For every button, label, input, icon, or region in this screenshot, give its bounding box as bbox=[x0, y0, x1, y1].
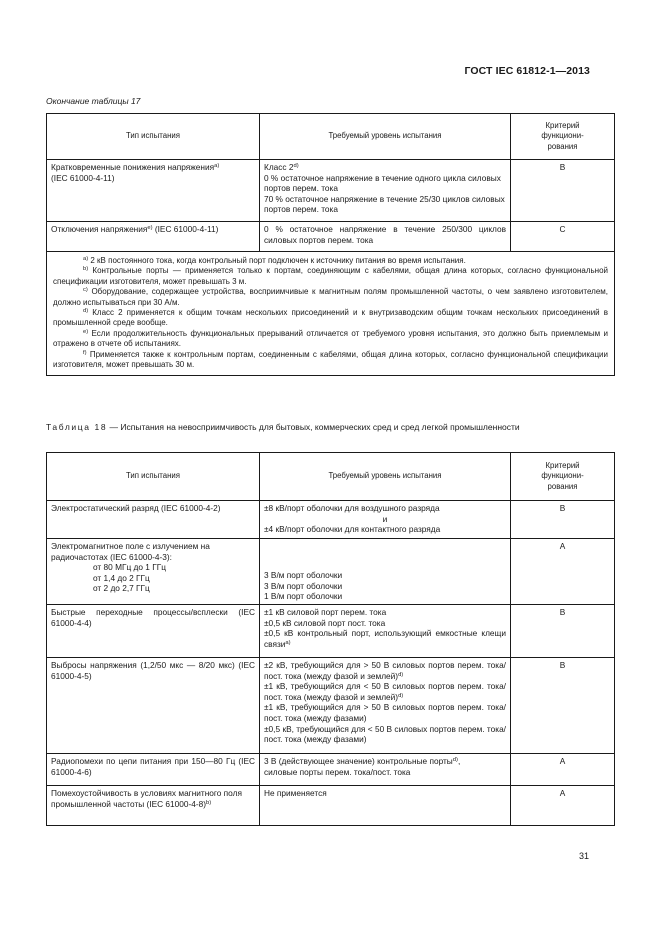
table-row bbox=[47, 222, 615, 252]
type-cell bbox=[47, 786, 260, 826]
level-cell bbox=[260, 605, 511, 658]
type-text: Электромагнитное поле с излучением на радиочастотах (IEC 61000-4-3): bbox=[51, 541, 210, 562]
criterion-cell: B bbox=[511, 605, 615, 658]
type-standard: (IEC 61000-4-11) bbox=[152, 224, 219, 234]
footnote-text: 2 кВ постоянного тока, когда контрольный порт подключен к источнику питания во время испытания. bbox=[88, 256, 466, 265]
footnote bbox=[53, 308, 608, 329]
notes-cell bbox=[47, 252, 615, 376]
type-text: Отключения напряжения bbox=[51, 224, 148, 234]
crit-line: функциони- bbox=[541, 471, 584, 481]
table18-header-level: Требуемый уровень испытания bbox=[260, 453, 511, 501]
footnote-ref: е) bbox=[147, 225, 153, 231]
table-row bbox=[47, 605, 615, 658]
crit-line: рования bbox=[547, 141, 578, 151]
level-cell: 0 % остаточное напряжение в течение 250/300 циклов силовых портов перем. тока bbox=[260, 222, 511, 252]
level-line: ±0,5 кВ силовой порт пост. тока bbox=[264, 617, 386, 628]
table17-header-criterion bbox=[511, 114, 615, 160]
table-17 bbox=[46, 113, 615, 376]
level-cell bbox=[260, 754, 511, 786]
table17-header-type: Тип испытания bbox=[47, 114, 260, 160]
footnote-text: Если продолжительность функциональных прерываний отличается от требуемого уровня испытания, это должно быть приемлемым и отражено в отчете об испытаниях. bbox=[53, 328, 608, 349]
table18-caption bbox=[46, 422, 614, 433]
document-header: ГОСТ IEC 61812-1—2013 bbox=[464, 65, 590, 77]
footnote bbox=[53, 287, 608, 308]
table-row bbox=[47, 501, 615, 539]
frequency-range: от 1,4 до 2 ГГц bbox=[93, 572, 150, 583]
level-text: 3 В (действующее значение) контрольные порты bbox=[264, 756, 453, 766]
level-line bbox=[264, 681, 506, 702]
footnote-ref: d) bbox=[398, 692, 404, 699]
level-line: ±8 кВ/порт оболочки для воздушного разряда bbox=[264, 503, 440, 513]
level-line: силовые порты перем. тока/пост. тока bbox=[264, 766, 411, 777]
crit-line: Критерий bbox=[545, 460, 580, 470]
level-line: 1 В/м порт оболочки bbox=[264, 591, 343, 602]
table-row bbox=[47, 160, 615, 222]
level-line: ±4 кВ/порт оболочки для контактного разряда bbox=[264, 524, 441, 535]
type-standard: (IEC 61000-4-11) bbox=[51, 172, 115, 183]
crit-line: Критерий bbox=[545, 120, 580, 130]
level-line: 70 % остаточное напряжение в течение 25/30 циклов силовых портов перем. тока bbox=[264, 193, 505, 215]
crit-line: функциони- bbox=[541, 131, 584, 141]
type-cell bbox=[47, 222, 260, 252]
table17-header-level: Требуемый уровень испытания bbox=[260, 114, 511, 160]
level-line bbox=[264, 660, 506, 681]
type-cell bbox=[47, 160, 260, 222]
type-text: Кратковременные понижения напряжения bbox=[51, 162, 215, 172]
footnote-mark: f) bbox=[83, 349, 87, 356]
level-text: ±0,5 кВ контрольный порт, использующий емкостные клещи связи bbox=[264, 628, 506, 649]
footnote-ref: а) bbox=[214, 163, 220, 169]
table-row bbox=[47, 658, 615, 754]
level-line: ±1 кВ силовой порт перем. тока bbox=[264, 607, 387, 617]
level-line bbox=[264, 628, 506, 649]
level-line: 3 В/м порт оболочки bbox=[264, 570, 343, 581]
type-cell: Электростатический разряд (IEC 61000-4-2) bbox=[47, 501, 260, 539]
level-text: ±1 кВ, требующийся для < 50 В силовых портов перем. тока/ пост. тока (между фазой и землей) bbox=[264, 681, 506, 702]
type-cell bbox=[47, 539, 260, 605]
footnote-mark: a) bbox=[83, 256, 89, 262]
level-line: ±0,5 кВ, требующийся для < 50 В силовых портов перем. тока/пост. тока (между фазами) bbox=[264, 723, 506, 745]
footnote-ref: d) bbox=[293, 163, 299, 169]
criterion-cell: A bbox=[511, 786, 615, 826]
criterion-cell: A bbox=[511, 754, 615, 786]
footnote bbox=[53, 350, 608, 371]
footnote-mark: е) bbox=[83, 328, 89, 335]
level-cell: Не применяется bbox=[260, 786, 511, 826]
level-line: 3 В/м порт оболочки bbox=[264, 580, 343, 591]
type-cell: Радиопомехи по цепи питания при 150—80 Гц (IEC 61000-4-6) bbox=[47, 754, 260, 786]
level-text: Класс 2 bbox=[264, 162, 294, 172]
type-cell: Выбросы напряжения (1,2/50 мкс — 8/20 мкс) (IEC 61000-4-5) bbox=[47, 658, 260, 754]
crit-line: рования bbox=[547, 481, 578, 491]
frequency-range: от 2 до 2,7 ГГц bbox=[93, 583, 150, 594]
criterion-cell: B bbox=[511, 501, 615, 539]
table18-caption-text: — Испытания на невосприимчивость для бытовых, коммерческих сред и сред легкой промышленности bbox=[107, 422, 520, 432]
table-row bbox=[47, 754, 615, 786]
level-line: ±1 кВ, требующийся для > 50 В силовых портов перем. тока/пост. тока (между фазами) bbox=[264, 702, 506, 723]
table18-header-criterion bbox=[511, 453, 615, 501]
footnote-ref: а) bbox=[285, 639, 291, 646]
footnote-ref: d) bbox=[452, 757, 458, 763]
level-line bbox=[264, 162, 506, 173]
footnote bbox=[53, 256, 608, 266]
criterion-cell: A bbox=[511, 539, 615, 605]
frequency-range: от 80 МГц до 1 ГГц bbox=[93, 562, 166, 573]
type-cell: Быстрые переходные процессы/всплески (IEC 61000-4-4) bbox=[47, 605, 260, 658]
footnote-text: Класс 2 применяется к общим точкам нескольких присоединений и к внутризаводским общим точкам нескольких присоединений в промышленной среде вообще. bbox=[53, 308, 608, 328]
footnote-mark: b) bbox=[83, 266, 89, 273]
table17-header-row bbox=[47, 114, 615, 160]
footnote-text: Применяется также к контрольным портам, соединенным с кабелями, общая длина которых, согласно функциональной спецификации изготовителя, может превышать 30 м. bbox=[53, 349, 608, 370]
criterion-cell: B bbox=[511, 160, 615, 222]
level-text: , bbox=[457, 756, 461, 766]
footnote-mark: d) bbox=[83, 308, 89, 315]
criterion-cell: C bbox=[511, 222, 615, 252]
footnote-mark: c) bbox=[83, 287, 88, 294]
table18-header-row bbox=[47, 453, 615, 501]
level-line: и bbox=[382, 513, 388, 524]
level-cell bbox=[260, 501, 511, 539]
criterion-cell: B bbox=[511, 658, 615, 754]
footnote-ref: d) bbox=[398, 671, 404, 678]
level-cell bbox=[260, 658, 511, 754]
table-row bbox=[47, 539, 615, 605]
footnote-text: Оборудование, содержащее устройства, восприимчивые к магнитным полям промышленной частоты, о чем заявлено изготовителем, должно испытываться при 30 А/м. bbox=[53, 287, 608, 307]
table-18 bbox=[46, 452, 615, 826]
table17-caption: Окончание таблицы 17 bbox=[46, 96, 141, 106]
level-line: 0 % остаточное напряжение в течение одного цикла силовых портов перем. тока bbox=[264, 172, 501, 194]
table18-caption-label: Таблица 18 bbox=[46, 422, 108, 432]
level-line bbox=[264, 756, 506, 767]
table17-notes-row bbox=[47, 252, 615, 376]
footnote bbox=[53, 329, 608, 350]
level-cell bbox=[260, 539, 511, 605]
level-text: ±2 кВ, требующийся для > 50 В силовых портов перем. тока/пост. тока (между фазой и землей) bbox=[264, 660, 506, 681]
footnote bbox=[53, 266, 608, 287]
type-text: Помехоустойчивость в условиях магнитного поля промышленной частоты (IEC 61000-4-8) bbox=[51, 788, 242, 809]
table18-header-type: Тип испытания bbox=[47, 453, 260, 501]
table-row bbox=[47, 786, 615, 826]
level-cell bbox=[260, 160, 511, 222]
page-number: 31 bbox=[578, 851, 589, 861]
footnote-ref: b) bbox=[206, 799, 212, 806]
footnote-text: Контрольные порты — применяется только к портам, соединяющим с кабелями, общая длина которых, согласно функциональной спецификации изготовителя, может превышать 3 м. bbox=[53, 266, 608, 286]
